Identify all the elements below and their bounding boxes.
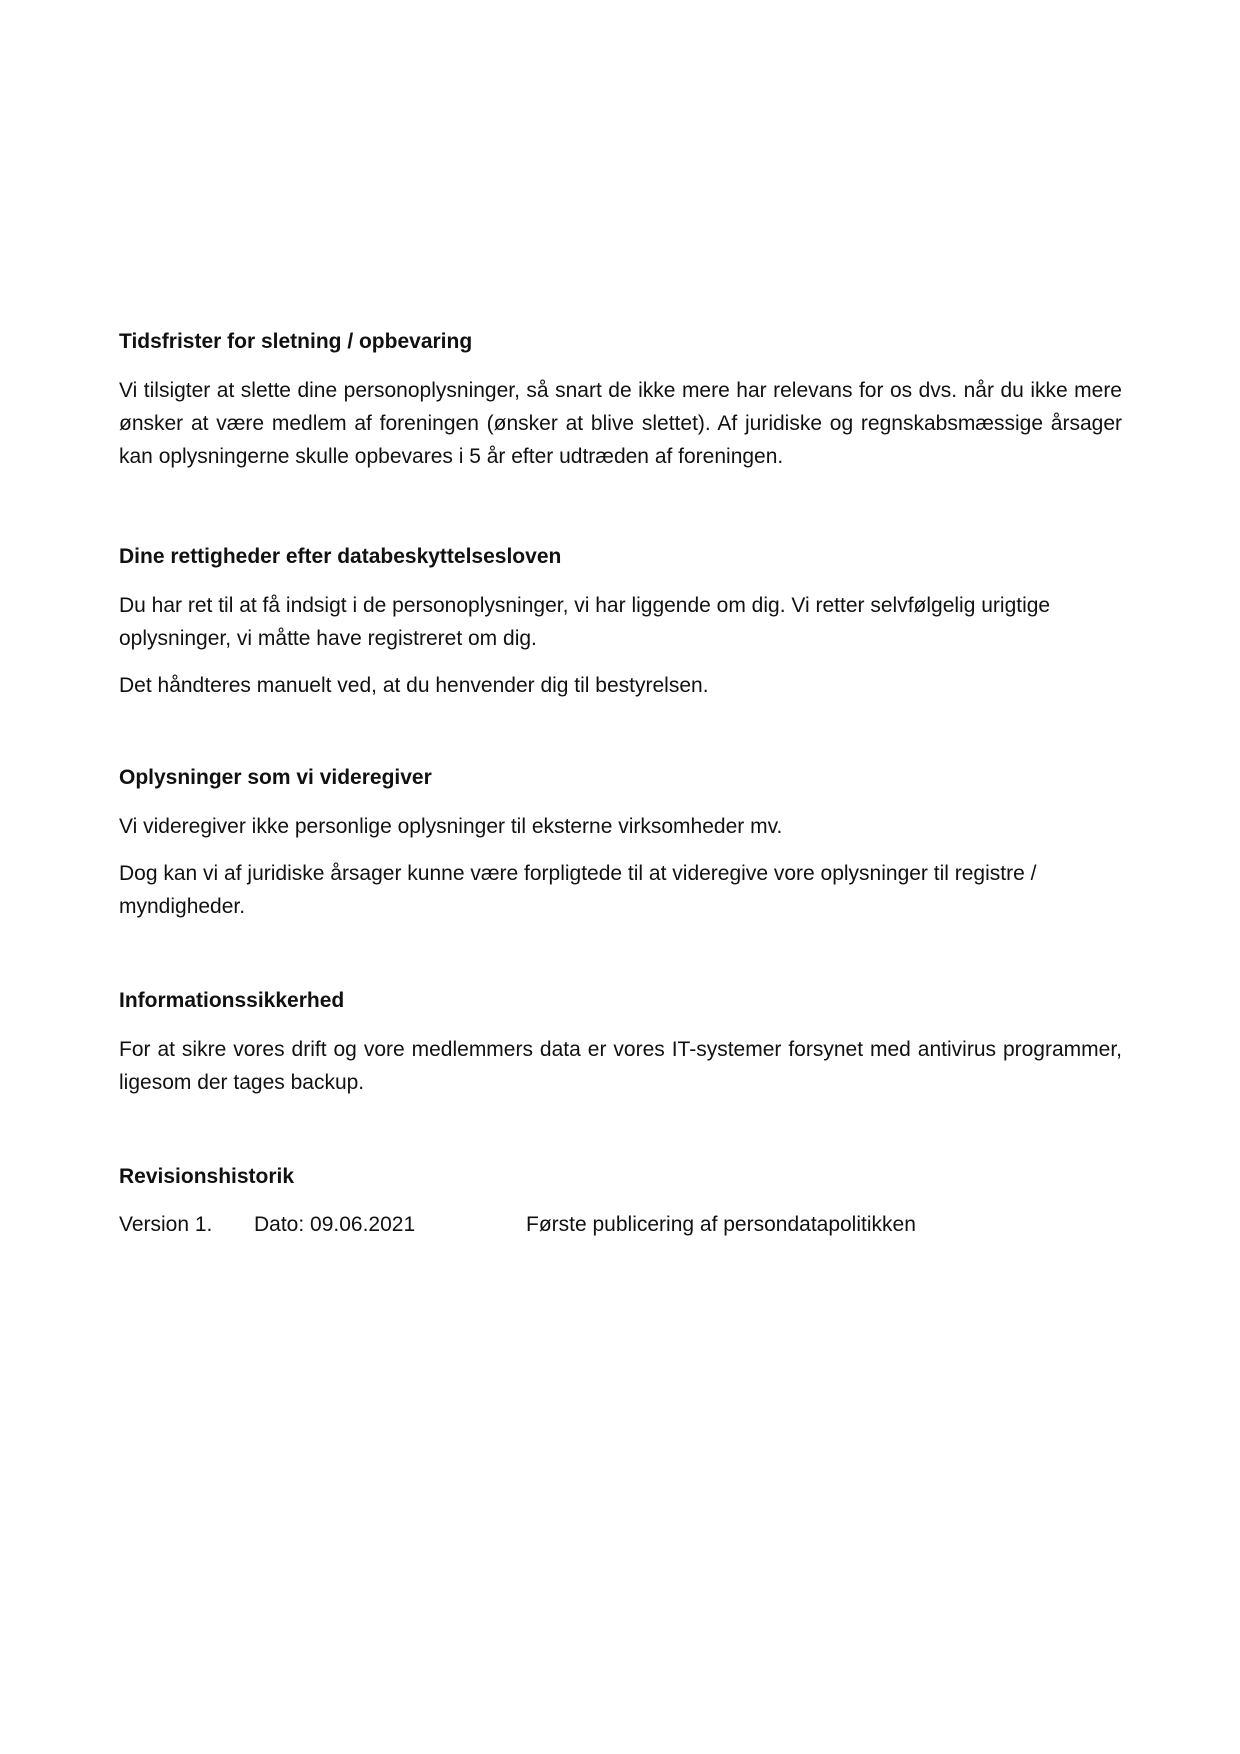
revision-date: Dato: 09.06.2021 [254, 1213, 416, 1236]
revision-description: Første publicering af persondatapolitikken [526, 1213, 916, 1236]
section-title: Revisionshistorik [119, 1165, 295, 1188]
document-content [119, 326, 1122, 1297]
section-revision-history [119, 1161, 1122, 1241]
section-paragraph: Du har ret til at få indsigt i de personoplysninger, vi har liggende om dig. Vi retter selvfølgelig urigtige oplysninger, vi måtte have registreret om dig. [119, 594, 1051, 650]
section-security [119, 985, 1122, 1099]
section-title: Informationssikkerhed [119, 989, 345, 1012]
revision-version: Version 1. [119, 1213, 213, 1236]
section-rights [119, 541, 1122, 702]
section-paragraph: For at sikre vores drift og vore medlemmers data er vores IT-systemer forsynet med antivirus programmer, ligesom der tages backup. [119, 1038, 1122, 1094]
section-paragraph: Vi videregiver ikke personlige oplysninger til eksterne virksomheder mv. [119, 815, 783, 838]
section-paragraph: Dog kan vi af juridiske årsager kunne være forpligtede til at videregive vore oplysninger til registre / myndigheder. [119, 862, 1037, 918]
section-title: Tidsfrister for sletning / opbevaring [119, 330, 473, 353]
section-title: Oplysninger som vi videregiver [119, 766, 432, 789]
section-paragraph: Vi tilsigter at slette dine personoplysninger, så snart de ikke mere har relevans for os dvs. når du ikke mere ønsker at være medlem af foreningen (ønsker at blive slettet). Af juridiske og regnskabsmæssige årsager kan oplysningerne skulle opbevares i 5 år efter udtræden af foreningen. [119, 379, 1122, 468]
section-disclosure [119, 762, 1122, 923]
section-paragraph: Det håndteres manuelt ved, at du henvender dig til bestyrelsen. [119, 674, 709, 697]
section-title: Dine rettigheder efter databeskyttelsesloven [119, 545, 562, 568]
revision-row [119, 1209, 1122, 1241]
section-retention [119, 326, 1122, 473]
